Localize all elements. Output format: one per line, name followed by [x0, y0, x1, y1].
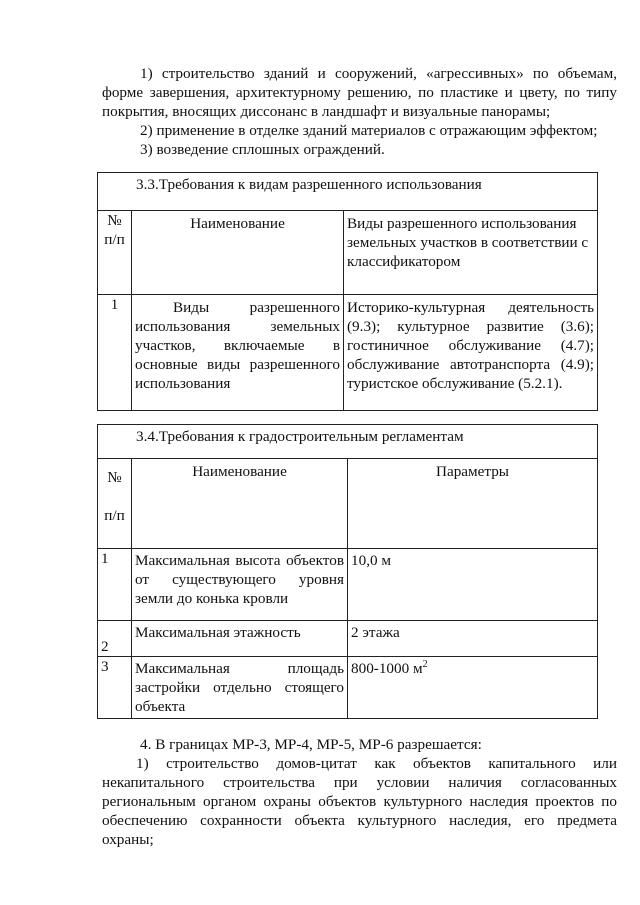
row-number: 1 — [98, 549, 132, 621]
row-name: Максимальная этажность — [132, 621, 348, 657]
header-number-sign: № — [107, 212, 122, 229]
row-value: 10,0 м — [348, 549, 598, 621]
header-number-sign: № — [107, 469, 122, 486]
table-row — [98, 657, 598, 719]
row-uses: Историко-культурная деятельность (9.3); культурное развитие (3.6); гостиничное обслуживание (4.7); обслуживание автотранспорта (4.9); туристское обслуживание (5.2.1). — [344, 295, 598, 411]
table-header-row — [98, 211, 598, 295]
header-number — [98, 211, 132, 295]
header-number-pp: п/п — [104, 507, 125, 524]
regulations-table — [97, 424, 598, 719]
table-header-row — [98, 459, 598, 549]
row-number: 2 — [98, 621, 132, 657]
table-row — [98, 295, 598, 411]
header-name: Наименование — [132, 211, 344, 295]
restriction-item-2: 2) применение в отделке зданий материалов с отражающим эффектом; — [140, 122, 598, 139]
table-caption: 3.4.Требования к градостроительным регламентам — [98, 425, 598, 459]
row-name: Максимальная площадь застройки отдельно стоящего объекта — [132, 657, 348, 719]
table-caption-row — [98, 425, 598, 459]
row-number: 1 — [98, 295, 132, 411]
section-4-item-1: 1) строительство домов-цитат как объектов капитального или некапитального строительства при условии наличия согласованных региональным органом охраны объектов культурного наследия проектов по обеспечению сохранности объекта культурного наследия, его предмета охраны; — [102, 755, 617, 848]
row-value: 2 этажа — [348, 621, 598, 657]
table-row — [98, 621, 598, 657]
table-caption: 3.3.Требования к видам разрешенного использования — [98, 173, 598, 211]
restriction-item-3: 3) возведение сплошных ограждений. — [140, 141, 385, 158]
header-uses: Виды разрешенного использования земельных участков в соответствии с классификатором — [344, 211, 598, 295]
row-name: Виды разрешенного использования земельных участков, включаемые в основные виды разрешенного использования — [132, 295, 344, 411]
header-name: Наименование — [132, 459, 348, 549]
header-number — [98, 459, 132, 549]
section-4-heading: 4. В границах МР-3, МР-4, МР-5, МР-6 разрешается: — [140, 736, 482, 753]
table-row — [98, 549, 598, 621]
row-value-text: 800-1000 м — [351, 660, 423, 677]
row-number: 3 — [98, 657, 132, 719]
row-name: Максимальная высота объектов от существующего уровня земли до конька кровли — [132, 549, 348, 621]
row-value — [348, 657, 598, 719]
unit-superscript: 2 — [422, 659, 428, 670]
table-caption-row — [98, 173, 598, 211]
permitted-use-table — [97, 172, 598, 411]
header-number-pp: п/п — [104, 231, 125, 248]
restriction-item-1: 1) строительство зданий и сооружений, «агрессивных» по объемам, форме завершения, архитектурному решению, по пластике и цвету, по типу покрытия, вносящих диссонанс в ландшафт и визуальные панорамы; — [102, 65, 617, 120]
header-params: Параметры — [348, 459, 598, 549]
